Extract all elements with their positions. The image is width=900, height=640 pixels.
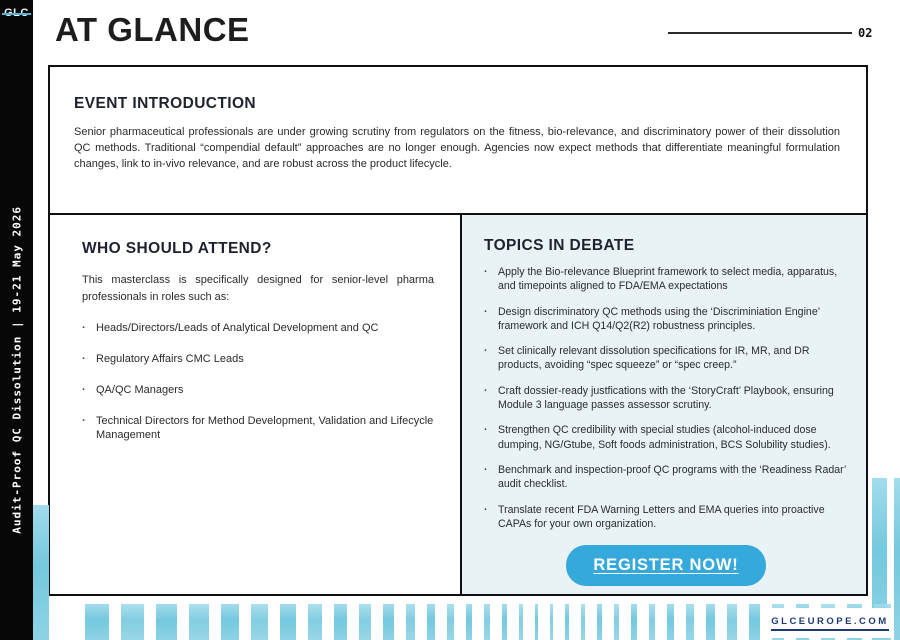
who-should-attend-lead: This masterclass is specifically designed for senior-level pharma professionals in roles such as: (82, 274, 434, 303)
bullet-icon: · (484, 305, 488, 318)
who-should-attend-heading: WHO SHOULD ATTEND? (82, 240, 272, 257)
decor-stripe-bar (484, 604, 490, 640)
register-now-button[interactable]: REGISTER NOW! (566, 545, 765, 586)
decor-stripe-bar (749, 604, 760, 640)
decor-stripe-bar (597, 604, 602, 640)
bullet-icon: · (82, 352, 86, 365)
glc-logo-strike-line (2, 13, 31, 15)
decor-stripe-bar (156, 604, 177, 640)
decor-stripe-bar (121, 604, 144, 640)
sidebar (0, 0, 33, 640)
list-item (484, 384, 848, 413)
list-item (82, 321, 434, 336)
decor-stripe-bar (614, 604, 619, 640)
decor-stripe-bar (550, 604, 553, 640)
decor-stripe-bar (334, 604, 347, 640)
list-item (82, 383, 434, 398)
bullet-icon: · (82, 322, 86, 334)
decor-stripe-bar (280, 604, 296, 640)
decor-stripe-bar (519, 604, 523, 640)
decor-stripe-bar (649, 604, 655, 640)
decor-stripe-bar (667, 604, 674, 640)
list-item-text: Design discriminatory QC methods using the ‘Discriminiation Engine’ framework and ICH Q14/Q2(R2) robustness principles. (498, 305, 820, 332)
bullet-icon: · (82, 383, 86, 396)
list-item (484, 463, 848, 492)
decor-stripe-bar (383, 604, 394, 640)
list-item-text: Regulatory Affairs CMC Leads (96, 352, 244, 365)
decor-stripe-bar (308, 604, 322, 640)
decor-stripe-bar (727, 604, 737, 640)
decor-stripe-bar (581, 604, 585, 640)
list-item-text: Apply the Bio-relevance Blueprint framework to select media, apparatus, and timepoints aligned to FDA/EMA expectations (498, 266, 838, 293)
list-item-text: Craft dossier-ready justfications with the ‘StoryCraft’ Playbook, ensuring Module 3 language passes assessor scrutiny. (498, 384, 834, 412)
website-link-box (766, 608, 894, 638)
bullet-icon: · (484, 463, 488, 476)
event-introduction-section (50, 67, 866, 215)
who-should-attend-section (50, 215, 460, 594)
register-button-row (484, 545, 848, 586)
list-item-text: Heads/Directors/Leads of Analytical Development and QC (96, 322, 379, 334)
list-item-text: Benchmark and inspection-proof QC programs with the ‘Readiness Radar’ audit checklist. (498, 463, 846, 491)
topics-in-debate-section (460, 215, 866, 594)
list-item (484, 344, 848, 373)
topics-in-debate-heading: TOPICS IN DEBATE (484, 237, 635, 254)
decor-stripe-bar (189, 604, 209, 640)
page-number: 02 (858, 26, 873, 40)
bullet-icon: · (484, 503, 488, 516)
list-item-text: Strengthen QC credibility with special studies (alcohol-induced dose dumping, NG/Gtube, Soft foods administration, BCS Solubility studies). (498, 424, 831, 451)
event-introduction-body: Senior pharmaceutical professionals are under growing scrutiny from regulators on the fitness, bio-relevance, and discriminatory power of their dissolution QC methods. Traditional “compendial default” approaches are no longer enough. Agencies now expect methods that differentiate meaningful formulation changes, link to in-vivo relevance, and are robust across the product lifecycle. (74, 126, 840, 170)
decor-stripe-bar (85, 604, 109, 640)
topics-in-debate-list (484, 265, 848, 531)
list-item (484, 265, 848, 294)
decor-stripe-bar (535, 604, 538, 640)
list-item-text: QA/QC Managers (96, 383, 184, 396)
bullet-icon: · (484, 345, 488, 358)
bullet-icon: · (484, 384, 488, 397)
decor-stripe-bar (406, 604, 415, 640)
bullet-icon: · (484, 424, 488, 437)
list-item (82, 414, 434, 444)
bullet-icon: · (484, 266, 488, 278)
header-rule (668, 32, 852, 34)
glc-logo (0, 7, 33, 19)
who-should-attend-list (82, 321, 434, 443)
event-introduction-heading: EVENT INTRODUCTION (74, 95, 257, 112)
list-item-text: Technical Directors for Method Development, Validation and Lifecycle Management (96, 414, 434, 442)
bullet-icon: · (82, 414, 86, 427)
decor-stripe-bar (631, 604, 637, 640)
decor-stripe-bar (565, 604, 569, 640)
decor-stripe-bar (221, 604, 239, 640)
decor-stripe-bar (427, 604, 435, 640)
list-item-text: Set clinically relevant dissolution specifications for IR, MR, and DR products, avoiding “spec squeeze” or “spec creep.” (498, 345, 810, 372)
decor-stripe-bar (686, 604, 694, 640)
list-item-text: Translate recent FDA Warning Letters and EMA queries into proactive CAPAs for your own organization. (498, 503, 825, 530)
content-box (48, 65, 868, 596)
decor-stripe-bar (502, 604, 507, 640)
list-item (484, 305, 848, 334)
sidebar-event-title: Audit-Proof QC Dissolution | 19-21 May 2026 (10, 206, 23, 534)
decor-stripe-bar (447, 604, 454, 640)
decor-stripe-bar (466, 604, 472, 640)
page-title: AT GLANCE (55, 11, 250, 48)
two-column-area (50, 215, 866, 594)
decor-left-stripe (33, 505, 49, 640)
list-item (82, 352, 434, 367)
list-item (484, 503, 848, 532)
decor-stripe-bar (251, 604, 268, 640)
website-link[interactable]: GLCEUROPE.COM (771, 616, 888, 631)
decor-stripe-bar (706, 604, 715, 640)
decor-stripe-bar (359, 604, 371, 640)
list-item (484, 423, 848, 452)
